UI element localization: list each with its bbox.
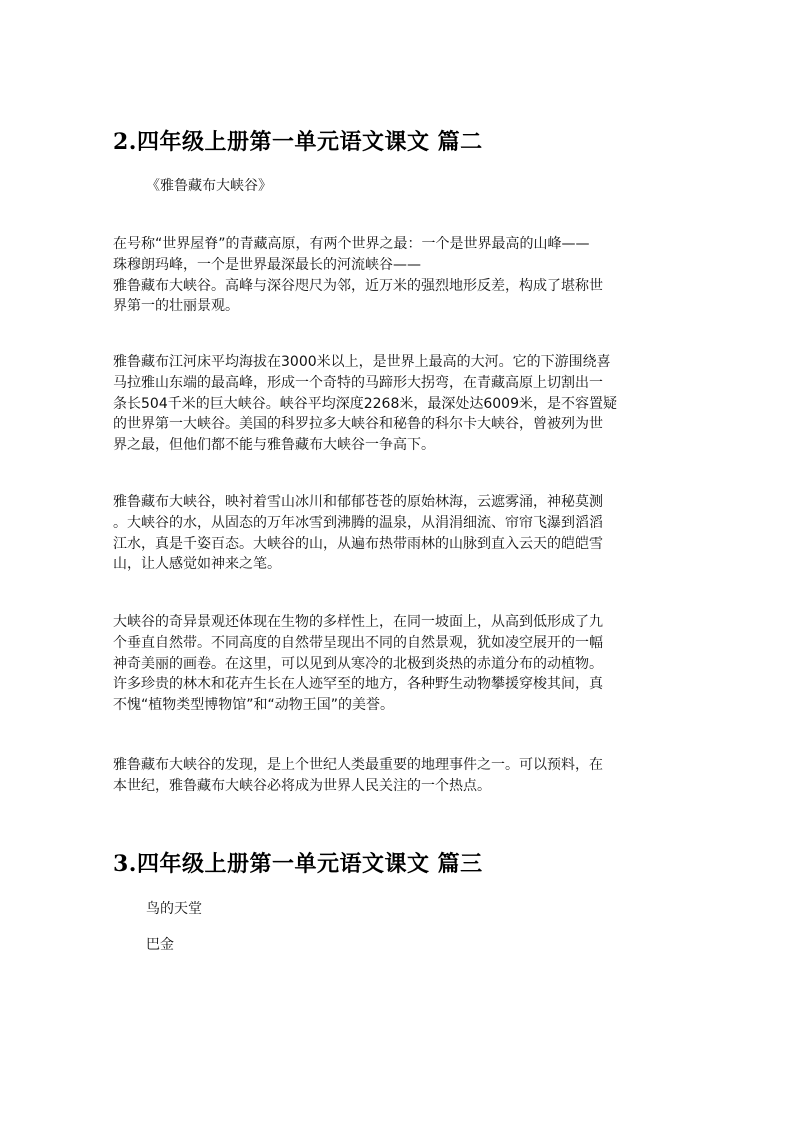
paragraph-3	[113, 492, 683, 575]
section-2-heading: 2.四年级上册第一单元语文课文 篇二	[113, 129, 483, 155]
paragraph-line: 个垂直自然带。不同高度的自然带呈现出不同的自然景观，犹如凌空展开的一幅	[113, 634, 603, 651]
paragraph-line: 界之最，但他们都不能与雅鲁藏布大峡谷一争高下。	[113, 437, 435, 454]
paragraph-line: 雅鲁藏布江河床平均海拔在3000米以上，是世界上最高的大河。它的下游围绕喜	[113, 354, 611, 370]
paragraph-line: 雅鲁藏布大峡谷的发现，是上个世纪人类最重要的地理事件之一。可以预料，在	[113, 757, 603, 773]
paragraph-line: 界第一的壮丽景观。	[113, 298, 239, 315]
paragraph-line: 雅鲁藏布大峡谷。高峰与深谷咫尺为邻，近万米的强烈地形反差，构成了堪称世	[113, 277, 603, 294]
paragraph-line: 本世纪，雅鲁藏布大峡谷必将成为世界人民关注的一个热点。	[113, 777, 491, 794]
paragraph-line: 江水，真是千姿百态。大峡谷的山，从遍布热带雨林的山脉到直入云天的皑皑雪	[113, 535, 603, 552]
section-3-author: 巴金	[146, 937, 174, 953]
paragraph-line: 雅鲁藏布大峡谷，映衬着雪山冰川和郁郁苍苍的原始林海，云遮雾涌，神秘莫测	[113, 494, 603, 510]
paragraph-line: 神奇美丽的画卷。在这里，可以见到从寒冷的北极到炎热的赤道分布的动植物。	[113, 655, 603, 672]
section-2-text-title: 《雅鲁藏布大峡谷》	[146, 178, 272, 194]
paragraph-line: 条长504千米的巨大峡谷。峡谷平均深度2268米，最深处达6009米，是不容置疑	[113, 395, 617, 412]
section-3-text-title: 鸟的天堂	[146, 901, 202, 917]
paragraph-5	[113, 755, 683, 797]
paragraph-line: 的世界第一大峡谷。美国的科罗拉多大峡谷和秘鲁的科尔卡大峡谷，曾被列为世	[113, 416, 603, 433]
paragraph-line: 在号称“世界屋脊”的青藏高原，有两个世界之最：一个是世界最高的山峰——	[113, 236, 590, 252]
paragraph-4	[113, 612, 683, 716]
paragraph-line: 大峡谷的奇异景观还体现在生物的多样性上，在同一坡面上，从高到低形成了九	[113, 614, 603, 630]
paragraph-2	[113, 352, 683, 456]
paragraph-line: 马拉雅山东端的最高峰，形成一个奇特的马蹄形大拐弯，在青藏高原上切割出一	[113, 374, 603, 391]
paragraph-line: 珠穆朗玛峰，一个是世界最深最长的河流峡谷——	[113, 256, 421, 273]
paragraph-line: 许多珍贵的林木和花卉生长在人迹罕至的地方，各种野生动物攀援穿梭其间，真	[113, 676, 603, 693]
paragraph-1	[113, 234, 683, 317]
paragraph-line: 山，让人感觉如神来之笔。	[113, 556, 281, 573]
section-3-heading: 3.四年级上册第一单元语文课文 篇三	[113, 851, 483, 877]
paragraph-line: 不愧“植物类型博物馆”和“动物王国”的美誉。	[113, 697, 395, 714]
paragraph-line: 。大峡谷的水，从固态的万年冰雪到沸腾的温泉，从涓涓细流、帘帘飞瀑到滔滔	[113, 514, 603, 531]
